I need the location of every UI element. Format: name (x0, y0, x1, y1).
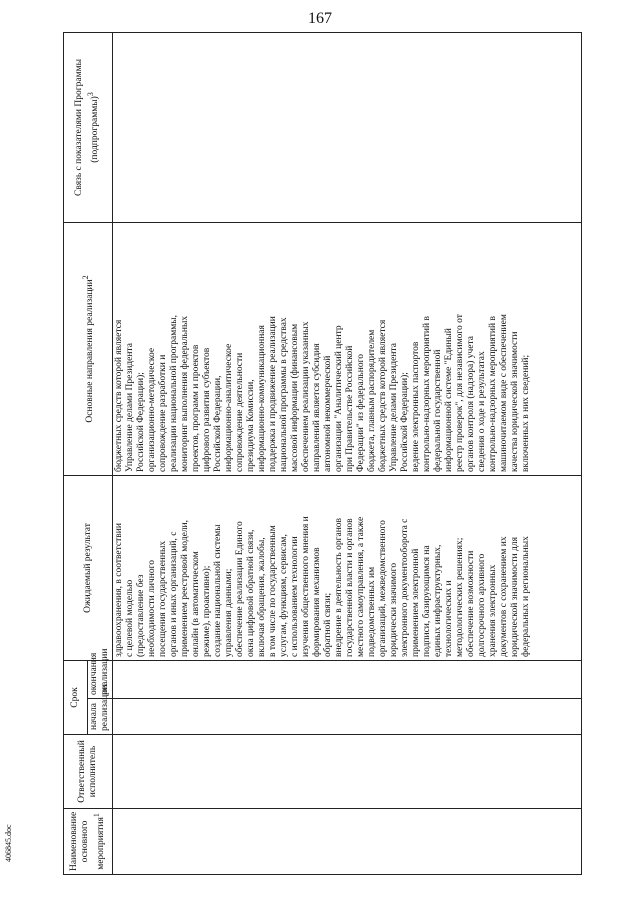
directions-line: машиночитаемом виде с обеспечением (499, 314, 509, 472)
result-line: услугам, функциям, сервисам, (279, 534, 289, 657)
cell-result (113, 475, 582, 660)
cell-end (113, 660, 582, 698)
result-line: включая обращения, жалобы, (257, 537, 267, 657)
directions-line: информационно-аналитическое (224, 343, 234, 472)
header-start: начала реализации (88, 699, 113, 735)
measures-table (63, 32, 582, 875)
directions-line: ведение электронных паспортов (411, 341, 421, 472)
header-term: Срок (64, 660, 88, 734)
directions-line: Управление делами Президента (389, 343, 399, 472)
rotated-table-frame (63, 33, 581, 875)
result-line: с целевой моделью (125, 579, 135, 657)
result-line: внедрение в деятельность органов (334, 517, 344, 657)
directions-line: сопровождение деятельности (235, 352, 245, 472)
directions-line: бюджетных средств которой является (114, 319, 124, 472)
result-line: с использованием технологии (290, 536, 300, 657)
result-line: документов с сохранением их (499, 536, 509, 657)
directions-line: сведения о ходе и результатах (477, 351, 487, 472)
result-line: электронного документооборота с (400, 518, 410, 657)
result-line: юридической значимости для (510, 537, 520, 657)
result-line: обратной связи; (323, 592, 333, 657)
directions-line: Российской Федерации); (136, 372, 146, 472)
directions-line: Управление делами Президента (125, 343, 135, 472)
table-row (113, 32, 582, 874)
result-line: посещения государственных (158, 540, 168, 657)
directions-line: бюджетных средств которой является (378, 319, 388, 472)
result-line: хранения электронных (488, 564, 498, 657)
result-line: местного самоуправления, а также (356, 516, 366, 657)
directions-line: поддержка и продвижение реализации (268, 316, 278, 472)
directions-line: федеральной государственной (433, 349, 443, 472)
header-result: Ожидаемый результат (64, 475, 113, 660)
result-line: формирования механизмов (312, 547, 322, 657)
result-line: методологических решениях; (455, 537, 465, 657)
page-number: 167 (308, 10, 332, 27)
directions-line: реализации национальной программы, (169, 314, 179, 472)
directions-line: контрольно-надзорных мероприятий в (422, 316, 432, 472)
result-line: окна цифровой обратной связи, (246, 529, 256, 657)
result-line: подписи, базирующимся на (422, 545, 432, 657)
directions-line: национальной программы в средствах (279, 317, 289, 472)
result-line: органов и иных организаций, с (169, 531, 179, 657)
directions-line: органов контроля (надзора) учета (466, 335, 476, 472)
directions-line: организационно-методическое (147, 347, 157, 472)
result-line: онлайн (в автоматическом (191, 551, 201, 657)
directions-line: массовой информации (финансовым (290, 323, 300, 472)
result-line: подведомственных им (367, 566, 377, 657)
result-line: применением электронной (411, 548, 421, 657)
directions-line: мониторинг выполнения федеральных (180, 315, 190, 472)
directions-line: Российской Федерации, (213, 375, 223, 472)
directions-line: автономной некоммерческой (323, 355, 333, 472)
result-line: (предоставление без (136, 574, 146, 657)
result-line: режиме), проактивно); (202, 565, 212, 657)
cell-name (113, 809, 582, 875)
result-line: обеспечение возможности (466, 550, 476, 657)
directions-line: цифрового развития субъектов (202, 347, 212, 472)
result-line: здравоохранения, в соответствии (114, 523, 124, 657)
cell-executor (113, 735, 582, 809)
result-line: федеральных и региональных (521, 536, 531, 657)
result-line: долгосрочного архивного (477, 553, 487, 657)
cell-start (113, 699, 582, 735)
result-line: необходимости личного (147, 560, 157, 657)
document-code: 406845.doc (4, 824, 13, 862)
header-directions: Основные направления реализации$^2$ (64, 222, 113, 475)
directions-line: президиума Комиссии, (246, 379, 256, 472)
header-executor: Ответственный исполнитель (64, 735, 113, 809)
directions-line: качества юридической значимости (510, 331, 520, 472)
directions-line: включенных в них сведений; (521, 354, 531, 472)
result-line: государственной власти и органов (345, 518, 355, 657)
directions-line: обеспечением реализации указанных (301, 321, 311, 472)
cell-link (113, 32, 582, 222)
result-line: юридически значимого (389, 562, 399, 657)
result-line: создание национальной системы (213, 524, 223, 657)
directions-line: контрольно-надзорных мероприятий в (488, 316, 498, 472)
result-line: обеспечение реализации Единого (235, 521, 245, 657)
directions-line: информационно-коммуникационная (257, 325, 267, 472)
result-line: организаций, межведомственного (378, 520, 388, 657)
directions-line: организации "Аналитический центр (334, 325, 344, 472)
result-line: применением реестровой модели, (180, 519, 190, 657)
header-end: окончания реализации (88, 660, 113, 698)
directions-line: проектов, программ и проектов (191, 344, 201, 472)
header-name: Наименование основного мероприятия$^1$ (64, 809, 113, 875)
directions-line: информационной системе "Единый (444, 328, 454, 472)
result-line: единых инфраструктурных, (433, 544, 443, 657)
cell-directions (113, 222, 582, 475)
directions-line: сопровождение разработки и (158, 354, 168, 472)
directions-line: при Правительстве Российской (345, 345, 355, 472)
directions-line: бюджета, главным распорядителем (367, 329, 377, 472)
directions-line: реестр проверок", для независимого от (455, 314, 465, 472)
result-line: управления данными; (224, 568, 234, 657)
result-line: технологических и (444, 580, 454, 657)
directions-line: Федерации" из федерального (356, 353, 366, 472)
directions-line: направлений является субсидия (312, 343, 322, 472)
directions-line: Российской Федерации); (400, 372, 410, 472)
result-line: в том числе по государственным (268, 525, 278, 657)
header-link: Связь с показателями Программы (подпрограммы)$^3$ (64, 32, 113, 222)
result-line: изучения общественного мнения и (301, 516, 311, 657)
